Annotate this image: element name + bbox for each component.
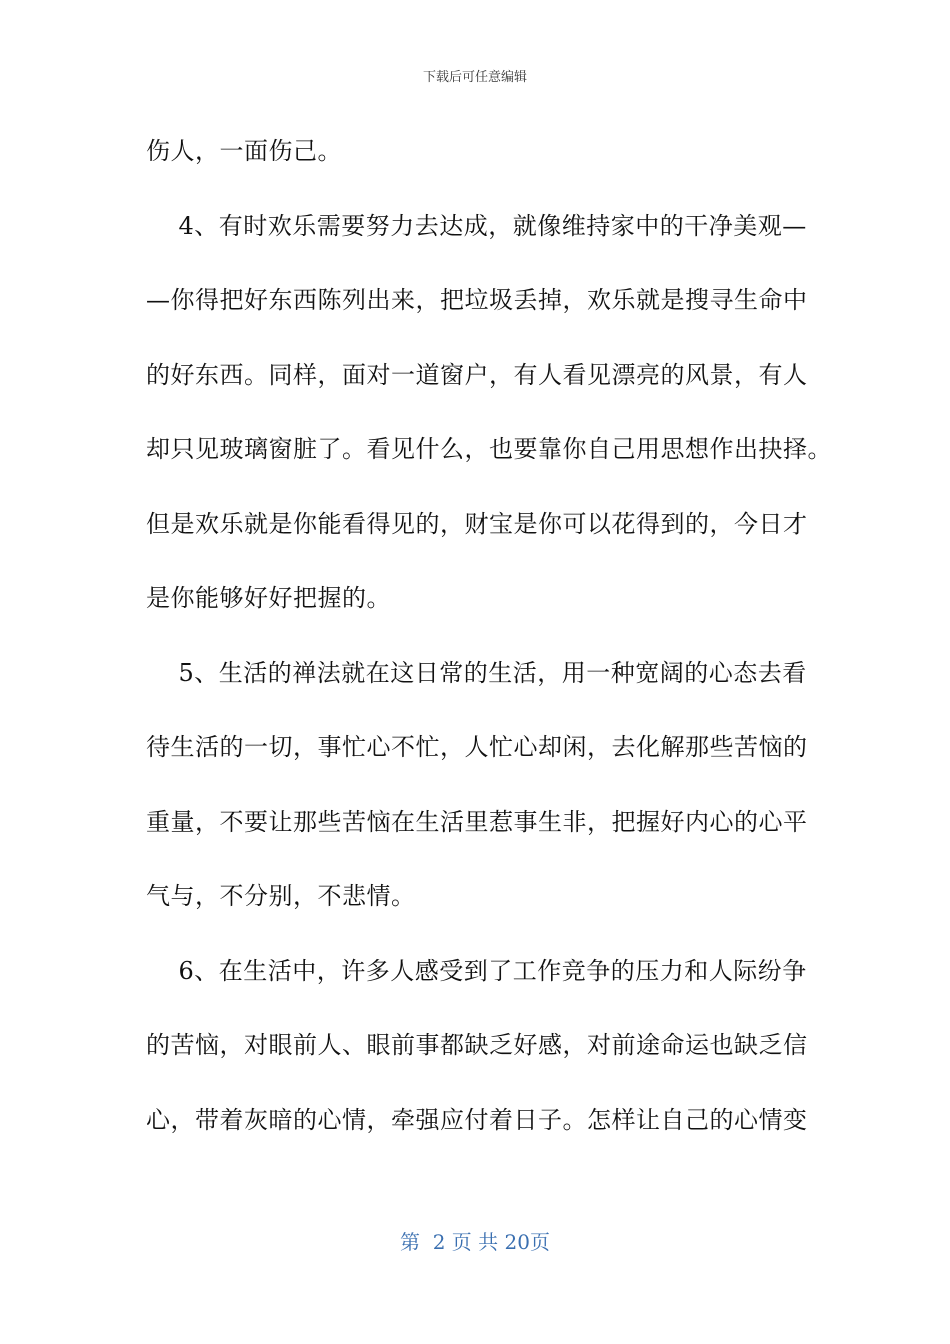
text-line: 的苦恼，对眼前人、眼前事都缺乏好感，对前途命运也缺乏信 [146,1031,808,1059]
text-line: 气与，不分别，不悲情。 [146,882,416,910]
text-line: 心，带着灰暗的心情，牵强应付着日子。怎样让自己的心情变 [146,1106,808,1134]
text-line: 重量，不要让那些苦恼在生活里惹事生非，把握好内心的心平 [146,808,808,836]
text-line: 但是欢乐就是你能看得见的，财宝是你可以花得到的，今日才 [146,510,808,538]
page-header: 下载后可任意编辑 [422,70,527,85]
text-line: 6、在生活中，许多人感受到了工作竞争的压力和人际纷争 [146,957,807,985]
page-number-footer: 第 2 页 共 20页 [400,1230,550,1254]
text-line: 待生活的一切，事忙心不忙，人忙心却闲，去化解那些苦恼的 [146,733,808,761]
text-line: 是你能够好好把握的。 [146,584,391,612]
text-line: —你得把好东西陈列出来，把垃圾丢掉，欢乐就是搜寻生命中 [146,286,808,314]
text-line: 的好东西。同样，面对一道窗户，有人看见漂亮的风景，有人 [146,361,808,389]
text-line: 5、生活的禅法就在这日常的生活，用一种宽阔的心态去看 [146,659,807,687]
text-line: 伤人，一面伤己。 [146,137,342,165]
text-line: 却只见玻璃窗脏了。看见什么，也要靠你自己用思想作出抉择。 [146,435,832,463]
text-line: 4、有时欢乐需要努力去达成，就像维持家中的干净美观— [146,212,807,240]
